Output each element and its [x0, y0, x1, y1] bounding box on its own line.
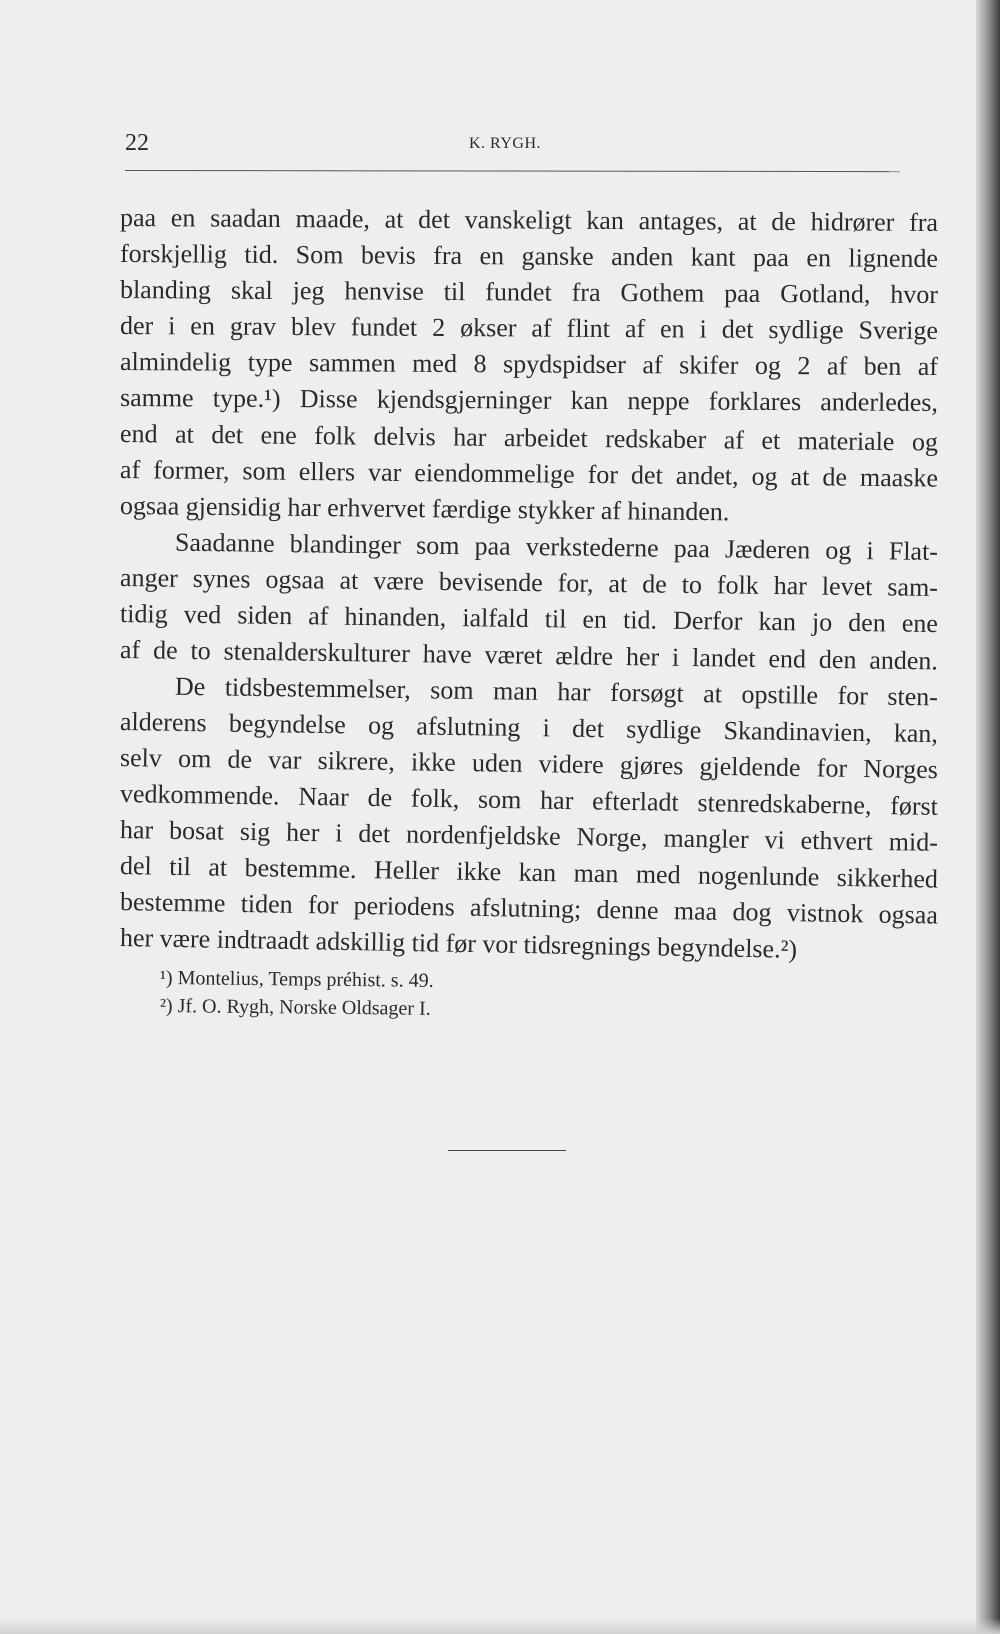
text-line: end at det ene folk delvis har arbeidet redskaber af et materiale og: [119, 419, 939, 457]
text-line: alderens begyndelse og afslutning i det sydlige Skandinavien, kan,: [119, 707, 939, 749]
text-line: almindelig type sammen med 8 spydspidser af skifer og 2 af ben af: [119, 347, 939, 381]
text-line: her være indtraadt adskillig tid før vor tidsregnings begyndelse.²): [119, 923, 798, 964]
footnote: ¹) Montelius, Temps préhist. s. 49.: [159, 967, 434, 992]
page-number: 22: [125, 130, 149, 156]
text-line: af former, som ellers var eiendommelige for det andet, og at de maaske: [119, 455, 939, 493]
text-line: samme type.¹) Disse kjendsgjerninger kan neppe forklares anderledes,: [119, 383, 939, 417]
text-line: tidig ved siden af hinanden, ialfald til en tid. Derfor kan jo den ene: [119, 599, 939, 638]
footnotes: [160, 964, 760, 1020]
text-line: anger synes ogsaa at være bevisende for, at de to folk har levet sam-: [119, 563, 939, 602]
text-line: paa en saadan maade, at det vanskeligt kan antages, at de hidrører fra: [119, 203, 939, 237]
page-edge-shadow: [976, 0, 1000, 1634]
page-bottom-shade: [0, 1618, 1000, 1634]
running-head: K. RYGH.: [468, 135, 541, 152]
paragraph-start-line: De tidsbestemmelser, som man har forsøgt at opstille for sten-: [174, 671, 939, 712]
text-line: bestemme tiden for periodens afslutning; denne maa dog vistnok ogsaa: [119, 887, 939, 930]
text-line: har bosat sig her i det nordenfjeldske Norge, mangler vi ethvert mid-: [119, 815, 939, 857]
text-line: forskjellig tid. Som bevis fra en ganske anden kant paa en lignende: [119, 239, 939, 273]
text-line: vedkommende. Naar de folk, som har efterladt stenredskaberne, først: [119, 779, 939, 821]
footnote: ²) Jf. O. Rygh, Norske Oldsager I.: [159, 995, 431, 1020]
body-text: [119, 200, 939, 964]
text-line: der i en grav blev fundet 2 økser af flint af en i det sydlige Sverige: [119, 311, 939, 345]
text-line: del til at bestemme. Heller ikke kan man med nogenlunde sikkerhed: [119, 851, 939, 894]
text-line: ogsaa gjensidig har erhvervet færdige stykker af hinanden.: [119, 491, 730, 527]
text-line: af de to stenalderskulturer have været ældre her i landet end den anden.: [119, 635, 939, 676]
section-end-rule: [448, 1150, 566, 1151]
text-line: selv om de var sikrere, ikke uden videre gjøres gjeldende for Norges: [119, 743, 939, 785]
page-header: [125, 128, 885, 162]
header-rule: [125, 170, 900, 172]
text-line: blanding skal jeg henvise til fundet fra Gothem paa Gotland, hvor: [119, 275, 939, 309]
paragraph-start-line: Saadanne blandinger som paa verkstederne paa Jæderen og i Flat-: [174, 527, 939, 566]
